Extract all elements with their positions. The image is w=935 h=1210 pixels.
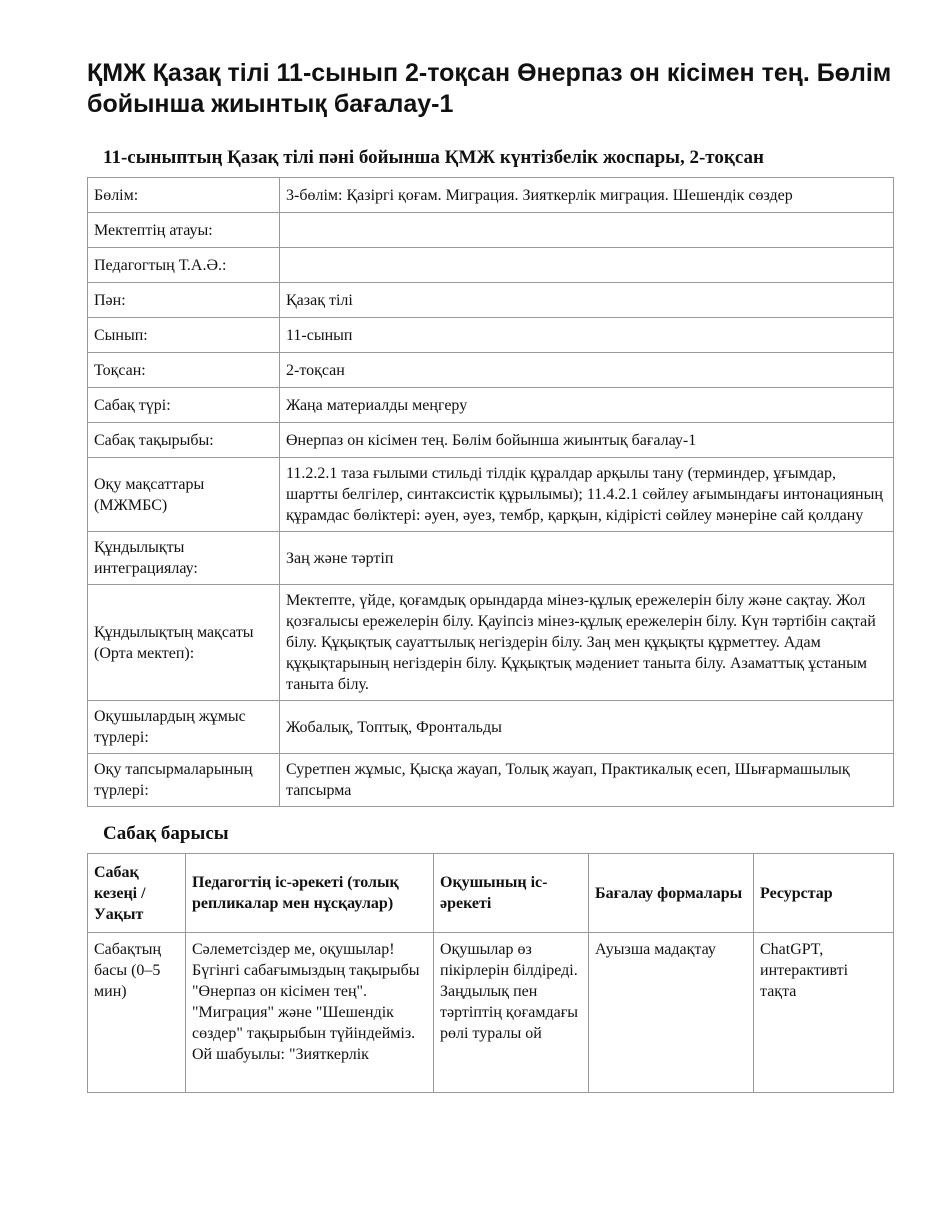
row-label: Тоқсан: (88, 353, 280, 388)
header-teacher: Педагогтің іс-әрекеті (толық репликалар мен нұсқаулар) (186, 854, 434, 933)
row-value: Суретпен жұмыс, Қысқа жауап, Толық жауап, Практикалық есеп, Шығармашылық тапсырма (280, 754, 894, 807)
table-row (88, 248, 894, 283)
document-title: ҚМЖ Қазақ тілі 11-сынып 2-тоқсан Өнерпаз он кісімен тең. Бөлім бойынша жиынтық бағалау-1 (87, 59, 892, 118)
table-row (88, 532, 894, 585)
row-label: Сынып: (88, 318, 280, 353)
lesson-heading: Сабақ барысы (103, 823, 229, 844)
row-value: Мектепте, үйде, қоғамдық орындарда мінез-құлық ережелерін білу және сақтау. Жол қозғалысы ережелерін білу. Қауіпсіз мінез-құлық ережелерін білу. Күн тәртібін сақтай білу. Құқықтық сауаттылық негіздерін білу. Заң мен құқықты құрметтеу. Адам құқықтарының негіздерін білу. Құқықтық мәдениет таныта білу. Азаматтық ұстаным таныта білу. (280, 585, 894, 701)
table-row (88, 423, 894, 458)
table-row (88, 213, 894, 248)
row-label: Оқушылардың жұмыс түрлері: (88, 701, 280, 754)
table-row (88, 283, 894, 318)
lesson-table (87, 853, 894, 1093)
cell-teacher: Сәлеметсіздер ме, оқушылар! Бүгінгі сабағымыздың тақырыбы "Өнерпаз он кісімен тең". "Миграция" және "Шешендік сөздер" тақырыбын түйіндейміз. Ой шабуылы: "Зияткерлік (186, 933, 434, 1093)
row-value: 3-бөлім: Қазіргі қоғам. Миграция. Зияткерлік миграция. Шешендік сөздер (280, 178, 894, 213)
row-label: Құндылықтың мақсаты (Орта мектеп): (88, 585, 280, 701)
cell-assessment: Ауызша мадақтау (589, 933, 754, 1093)
row-label: Мектептің атауы: (88, 213, 280, 248)
row-label: Бөлім: (88, 178, 280, 213)
table-row (88, 701, 894, 754)
row-label: Құндылықты интеграциялау: (88, 532, 280, 585)
table-row (88, 458, 894, 532)
table-row (88, 754, 894, 807)
header-stage: Сабақ кезеңі / Уақыт (88, 854, 186, 933)
cell-stage: Сабақтың басы (0–5 мин) (88, 933, 186, 1093)
row-label: Сабақ түрі: (88, 388, 280, 423)
cell-resources: ChatGPT, интерактивті тақта (754, 933, 894, 1093)
table-row (88, 318, 894, 353)
header-student: Оқушының іс-әрекеті (434, 854, 589, 933)
table-row (88, 585, 894, 701)
row-value: Өнерпаз он кісімен тең. Бөлім бойынша жиынтық бағалау-1 (280, 423, 894, 458)
row-value: 11.2.2.1 таза ғылыми стильді тілдік құралдар арқылы тану (терминдер, ұғымдар, шартты белгілер, синтаксистік құрылымы); 11.4.2.1 сөйлеу ағымындағы интонацияның құрамдас бөліктері: әуен, әуез, тембр, қарқын, кідірісті сөйлеу мәнеріне сай қолдану (280, 458, 894, 532)
header-assessment: Бағалау формалары (589, 854, 754, 933)
plan-info-table (87, 177, 894, 807)
row-value: Жаңа материалды меңгеру (280, 388, 894, 423)
row-value: 11-сынып (280, 318, 894, 353)
row-value (280, 213, 894, 248)
lesson-header-row (88, 854, 894, 933)
row-label: Пән: (88, 283, 280, 318)
document-page (87, 58, 893, 1093)
table-row (88, 353, 894, 388)
row-value: 2-тоқсан (280, 353, 894, 388)
header-resources: Ресурстар (754, 854, 894, 933)
row-label: Педагогтың Т.А.Ә.: (88, 248, 280, 283)
plan-heading: 11-сыныптың Қазақ тілі пәні бойынша ҚМЖ күнтізбелік жоспары, 2-тоқсан (103, 147, 764, 168)
table-row (88, 388, 894, 423)
table-row (88, 933, 894, 1093)
row-value (280, 248, 894, 283)
row-value: Заң және тәртіп (280, 532, 894, 585)
row-label: Оқу мақсаттары (МЖМБС) (88, 458, 280, 532)
row-label: Оқу тапсырмаларының түрлері: (88, 754, 280, 807)
table-row (88, 178, 894, 213)
row-label: Сабақ тақырыбы: (88, 423, 280, 458)
row-value: Жобалық, Топтық, Фронтальды (280, 701, 894, 754)
row-value: Қазақ тілі (280, 283, 894, 318)
cell-student: Оқушылар өз пікірлерін білдіреді. Заңдылық пен тәртіптің қоғамдағы рөлі туралы ой (434, 933, 589, 1093)
